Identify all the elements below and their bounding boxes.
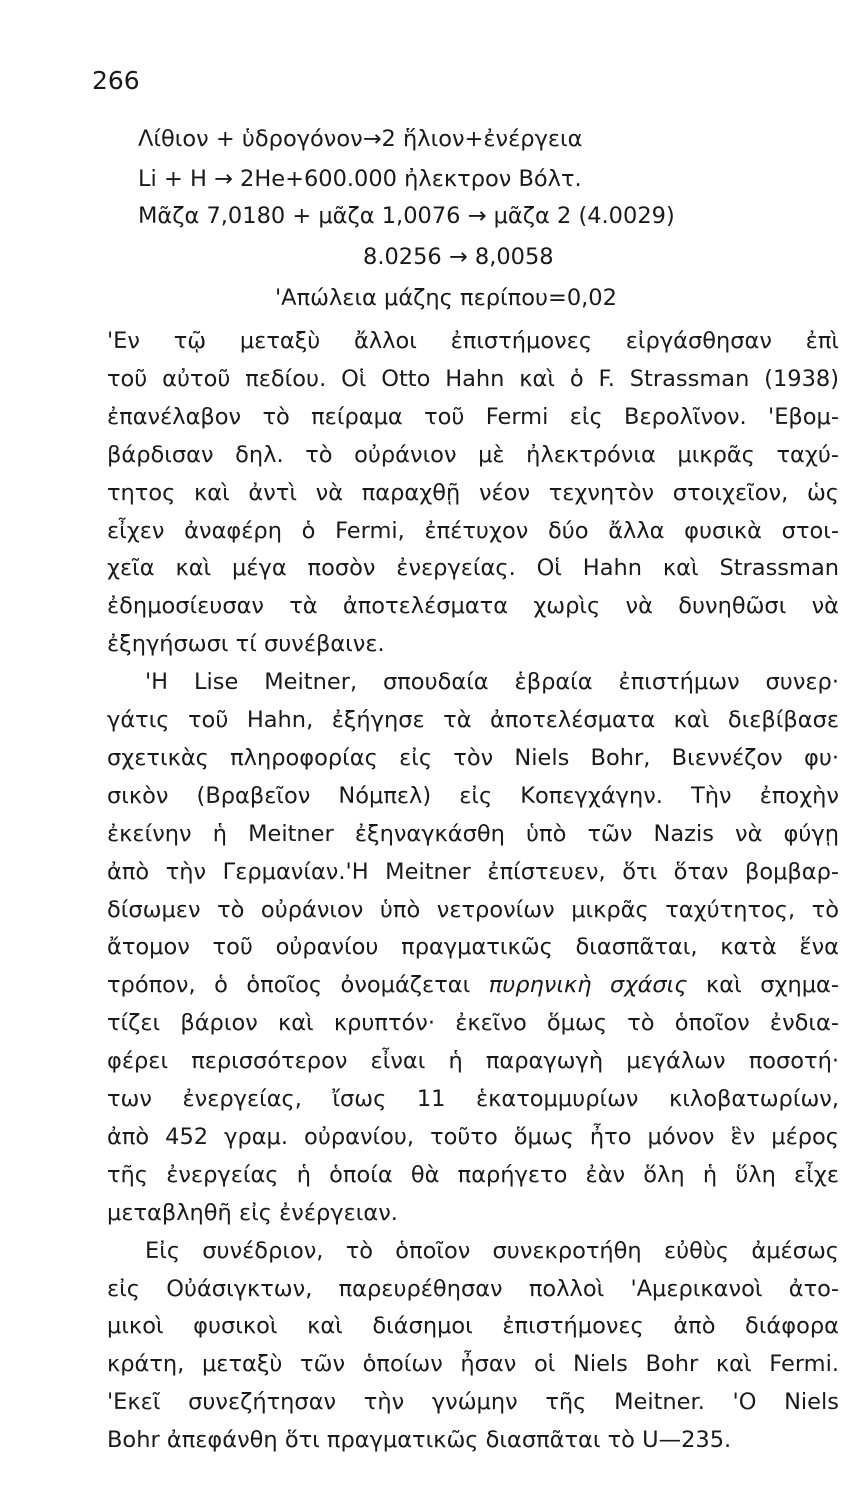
text-line: δίσωμεν τὸ οὐράνιον ὑπὸ νετρονίων μικρᾶς ταχύτητος, τὸ — [107, 896, 839, 923]
equation-symbols-line: Li + H → 2He+600.000 ἠλεκτρον Βόλτ. — [138, 166, 582, 192]
text-line: γάτις τοῦ Hahn, ἐξήγησε τὰ ἀποτελέσματα καὶ διεβίβασε — [107, 707, 839, 733]
text-line: 'Εν τῷ μεταξὺ ἄλλοι ἐπιστήμονες εἰργάσθησαν ἐπὶ — [107, 328, 839, 354]
text-line: ἄτομον τοῦ οὐρανίου πραγματικῶς διασπᾶται, κατὰ ἕνα — [107, 934, 839, 961]
emphasized-term: πυρηνικὴ σχάσις — [488, 972, 688, 999]
text-line: ἐκείνην ἡ Meitner ἐξηναγκάσθη ὑπὸ τῶν Nazis νὰ φύγῃ — [107, 820, 839, 847]
text-line: των ἐνεργείας, ἴσως 11 ἑκατομμυρίων κιλοβατωρίων, — [107, 1086, 839, 1112]
equation-mass-line: Μᾶζα 7,0180 + μᾶζα 1,0076 → μᾶζα 2 (4.0029) — [138, 203, 675, 229]
text-line: σικὸν (Βραβεῖον Νόμπελ) εἰς Κοπεγχάγην. Τὴν ἐποχὴν — [107, 782, 839, 809]
equation-mass-loss-line: 'Απώλεια μάζης περίπου=0,02 — [275, 285, 617, 311]
text-line: τητος καὶ ἀντὶ νὰ παραχθῇ νέον τεχνητὸν στοιχεῖον, ὡς — [107, 479, 839, 506]
text-line: 'Εκεῖ συνεζήτησαν τὴν γνώμην τῆς Meitner. 'Ο Niels — [107, 1389, 839, 1416]
equation-words-line: Λίθιον + ὑδρογόνον→2 ἥλιον+ἐνέργεια — [138, 126, 583, 152]
text-line: κράτη, μεταξὺ τῶν ὁποίων ἦσαν οἱ Niels Bohr καὶ Fermi. — [107, 1351, 839, 1378]
text-line: Εἰς συνέδριον, τὸ ὁποῖον συνεκροτήθη εὐθὺς ἀμέσως — [145, 1237, 839, 1264]
text-line: τρόπον, ὁ ὁποῖος ὀνομάζεται πυρηνικὴ σχάσις καὶ σχημα- — [107, 972, 840, 999]
text-line: σχετικὰς πληροφορίας εἰς τὸν Niels Bohr, Βιεννέζον φυ· — [107, 744, 839, 771]
text-line: Bohr ἀπεφάνθη ὅτι πραγματικῶς διασπᾶται τὸ U—235. — [107, 1427, 732, 1454]
text-line: τίζει βάριον καὶ κρυπτόν· ἐκεῖνο ὅμως τὸ ὁποῖον ἐνδια- — [107, 1010, 839, 1037]
page-number: 266 — [92, 66, 140, 95]
text-line: φέρει περισσότερον εἶναι ἡ παραγωγὴ μεγάλων ποσοτή· — [107, 1048, 839, 1075]
text-line: ἐξηγήσωσι τί συνέβαινε. — [107, 631, 385, 658]
equation-mass-sum-line: 8.0256 → 8,0058 — [363, 244, 554, 270]
text-line: βάρδισαν δηλ. τὸ οὐράνιον μὲ ἠλεκτρόνια μικρᾶς ταχύ- — [107, 441, 839, 468]
text-line: τῆς ἐνεργείας ἡ ὁποία θὰ παρήγετο ἐὰν ὅλη ἡ ὕλη εἶχε — [107, 1161, 839, 1188]
text-line: χεῖα καὶ μέγα ποσὸν ἐνεργείας. Οἱ Hahn καὶ Strassman — [107, 555, 839, 582]
text-line: τοῦ αὐτοῦ πεδίου. Οἱ Otto Hahn καὶ ὁ F. Strassman (1938) — [107, 365, 839, 392]
text-line: 'Η Lise Meitner, σπουδαία ἑβραία ἐπιστήμων συνερ· — [145, 669, 839, 696]
text-line: ἀπὸ 452 γραμ. οὐρανίου, τοῦτο ὅμως ἦτο μόνον ἓν μέρος — [107, 1123, 839, 1150]
text-line: ἐπανέλαβον τὸ πείραμα τοῦ Fermi εἰς Βερολῖνον. 'Εβομ- — [107, 403, 839, 430]
text-line: ἐδημοσίευσαν τὰ ἀποτελέσματα χωρὶς νὰ δυνηθῶσι νὰ — [107, 593, 839, 620]
text-line: ἀπὸ τὴν Γερμανίαν.'Η Meitner ἐπίστευεν, ὅτι ὅταν βομβαρ- — [107, 858, 839, 885]
text-line: εἶχεν ἀναφέρη ὁ Fermi, ἐπέτυχον δύο ἄλλα φυσικὰ στοι- — [107, 517, 839, 544]
text-line: εἰς Οὐάσιγκτων, παρευρέθησαν πολλοὶ 'Αμερικανοὶ ἀτο- — [107, 1275, 839, 1302]
text-line: μεταβληθῆ εἰς ἐνέργειαν. — [107, 1199, 398, 1226]
text-line: μικοὶ φυσικοὶ καὶ διάσημοι ἐπιστήμονες ἀπὸ διάφορα — [107, 1313, 839, 1340]
